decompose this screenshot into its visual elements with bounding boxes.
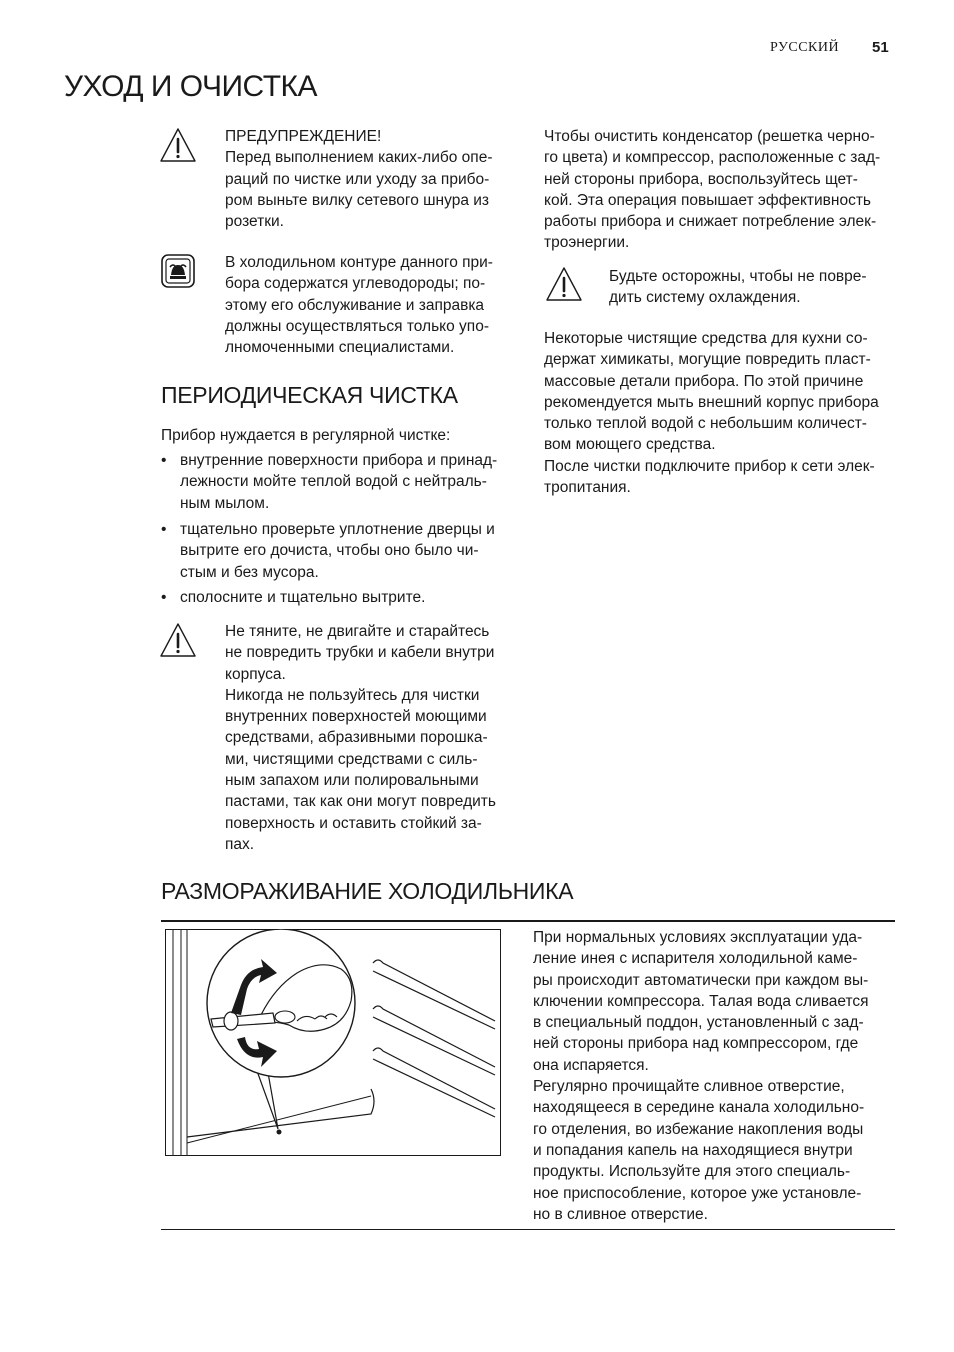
paragraph-line: Регулярно прочищайте сливное отверстие,: [533, 1078, 845, 1096]
paragraph-line: го цвета) и компрессор, расположенные с зад-: [544, 149, 881, 167]
paragraph-line: ней стороны прибора над компрессором, где: [533, 1035, 859, 1053]
periodic-cleaning-heading: ПЕРИОДИЧЕСКАЯ ЧИСТКА: [161, 382, 458, 408]
paragraph-line: держат химикаты, могущие повредить пласт-: [544, 351, 871, 369]
note-line: В холодильном контуре данного при-: [225, 254, 493, 271]
paragraph-line: кой. Эта операция повышает эффективность: [544, 191, 871, 209]
warning-line: поверхность и оставить стойкий за-: [225, 814, 482, 832]
detergents-paragraph: [544, 328, 879, 498]
section-top-rule: [161, 920, 895, 922]
header-language: РУССКИЙ: [770, 40, 840, 55]
paragraph-line: После чистки подключите прибор к сети элек-: [544, 457, 875, 475]
paragraph-line: в специальный поддон, установленный с зад-: [533, 1014, 864, 1032]
paragraph-line: тропитания.: [544, 479, 631, 497]
warning-block-1: [225, 126, 492, 232]
warning-line: раций по чистке или уходу за прибо-: [225, 170, 490, 188]
warning-line: корпуса.: [225, 665, 286, 683]
paragraph-line: ней стороны прибора, воспользуйтесь щет-: [544, 170, 858, 188]
page-number: 51: [872, 39, 889, 56]
warning-line: Никогда не пользуйтесь для чистки: [225, 686, 480, 704]
paragraph-line: работы прибора и снижает потребление элек-: [544, 213, 877, 231]
note-line: бора содержатся углеводороды; по-: [225, 275, 486, 293]
paragraph-line: го отделения, во избежание накопления воды: [533, 1120, 864, 1138]
paragraph-line: массовые детали прибора. По этой причине: [544, 372, 864, 390]
defrost-paragraph: [533, 927, 869, 1225]
warning-line: ным запахом или полировальными: [225, 772, 479, 790]
warning-line: розетки.: [225, 213, 284, 231]
paragraph-line: она испаряется.: [533, 1056, 649, 1074]
bullet-symbol: •: [161, 521, 167, 538]
paragraph-line: ры происходит автоматически при каждом вы-: [533, 971, 869, 989]
bullet-line: внутренние поверхности прибора и принад-: [180, 452, 498, 469]
warning-triangle-icon: [158, 621, 198, 661]
paragraph-line: Некоторые чистящие средства для кухни со-: [544, 330, 868, 347]
environment-note: [225, 252, 493, 358]
warning-block-2: [225, 621, 496, 855]
warning-line: Перед выполнением каких-либо опе-: [225, 149, 493, 167]
bullet-line: вытрите его дочиста, чтобы оно было чи-: [180, 542, 479, 560]
paragraph-line: рекомендуется мыть внешний корпус прибора: [544, 393, 879, 411]
bullet-line: сполосните и тщательно вытрите.: [180, 589, 426, 606]
caution-line: Будьте осторожны, чтобы не повре-: [609, 268, 867, 285]
page-title: УХОД И ОЧИСТКА: [64, 70, 318, 103]
defrost-heading: РАЗМОРАЖИВАНИЕ ХОЛОДИЛЬНИКА: [161, 878, 574, 904]
paragraph-line: Чтобы очистить конденсатор (решетка черно-: [544, 128, 875, 145]
bullet-line: тщательно проверьте уплотнение дверцы и: [180, 521, 495, 538]
note-line: лномоченными специалистами.: [225, 339, 455, 357]
warning-line: средствами, абразивными порошка-: [225, 729, 488, 747]
paragraph-line: только теплой водой с небольшим количест-: [544, 415, 867, 433]
note-line: этому его обслуживание и заправка: [225, 296, 485, 314]
paragraph-line: но в сливное отверстие.: [533, 1205, 708, 1223]
bullet-line: стым и без мусора.: [180, 563, 319, 581]
paragraph-line: находящееся в середине канала холодильно-: [533, 1099, 865, 1117]
paragraph-line: ное приспособление, которое уже установле-: [533, 1184, 862, 1202]
bullet-symbol: •: [161, 452, 167, 469]
paragraph-line: ключении компрессора. Талая вода сливается: [533, 992, 869, 1010]
environment-leaf-icon: [158, 251, 198, 291]
periodic-intro: Прибор нуждается в регулярной чистке:: [161, 427, 451, 444]
warning-line: пастами, так как они могут повредить: [225, 793, 496, 811]
paragraph-line: троэнергии.: [544, 234, 630, 252]
warning-triangle-icon: [544, 265, 584, 305]
bullet-symbol: •: [161, 589, 167, 606]
warning-line: внутренних поверхностей моющими: [225, 708, 487, 726]
paragraph-line: и попадания капель на находящиеся внутри: [533, 1141, 853, 1159]
paragraph-line: При нормальных условиях эксплуатации уда-: [533, 929, 863, 946]
warning-line: не повредить трубки и кабели внутри: [225, 644, 495, 662]
section-bottom-rule: [161, 1229, 895, 1230]
condenser-paragraph: [544, 126, 880, 254]
warning-triangle-icon: [158, 126, 198, 166]
paragraph-line: ление инея с испарителя холодильной каме-: [533, 950, 858, 968]
paragraph-line: продукты. Используйте для этого специаль-: [533, 1163, 851, 1181]
warning-line: Не тяните, не двигайте и старайтесь: [225, 623, 490, 640]
warning-line: ром выньте вилку сетевого шнура из: [225, 191, 490, 209]
caution-block: [609, 266, 867, 309]
warning-heading: ПРЕДУПРЕЖДЕНИЕ!: [225, 128, 382, 145]
bullet-line: лежности мойте теплой водой с нейтраль-: [180, 473, 487, 491]
note-line: должны осуществляться только упо-: [225, 317, 489, 335]
warning-line: пах.: [225, 835, 255, 853]
warning-line: ми, чистящими средствами с силь-: [225, 750, 478, 768]
paragraph-line: вом моющего средства.: [544, 436, 716, 454]
bullet-line: ным мылом.: [180, 494, 270, 512]
caution-line: дить систему охлаждения.: [609, 289, 801, 307]
defrost-drain-illustration: [165, 929, 501, 1156]
